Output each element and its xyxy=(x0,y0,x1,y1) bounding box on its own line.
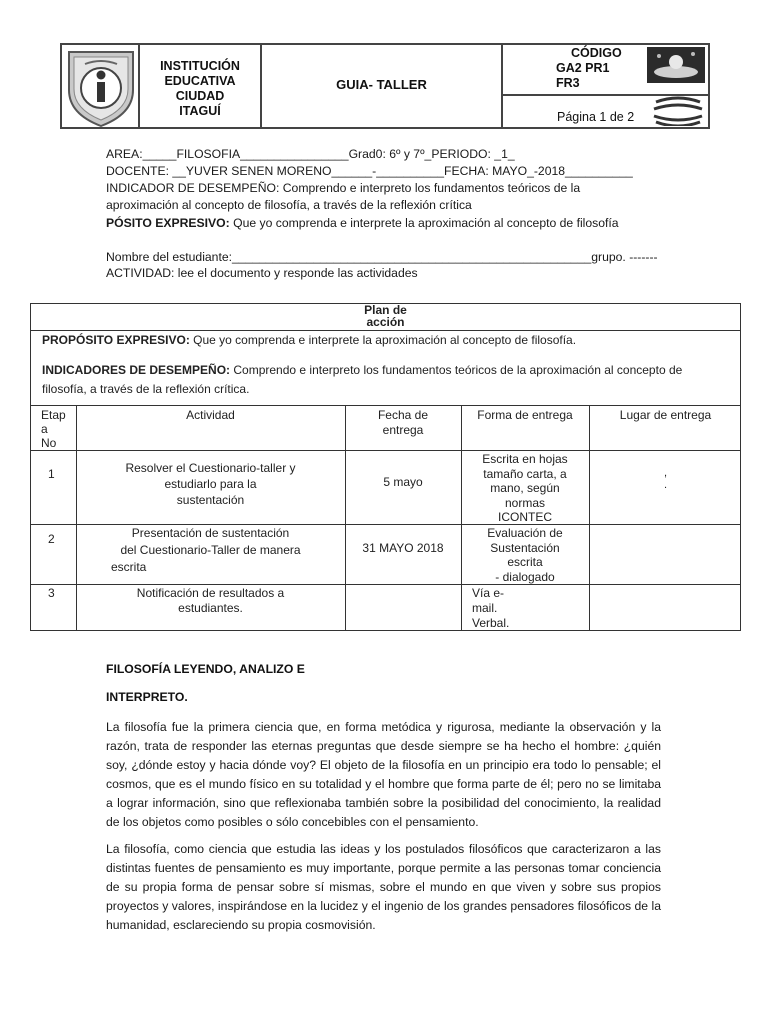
code-value-1: GA2 PR1 xyxy=(556,61,610,75)
proposito-label: PÓSITO EXPRESIVO: xyxy=(106,216,230,230)
plan-title: Plan de acción xyxy=(364,303,407,329)
estudiante-line: Nombre del estudiante:_____________________________________________________grupo. ------- xyxy=(106,250,658,264)
plan-table xyxy=(30,303,741,631)
plan-indicadores: INDICADORES DE DESEMPEÑO: Comprendo e interpreto los fundamentos teóricos de la aproximación al concepto de filosofía, a través de la reflexión crítica. xyxy=(42,363,683,396)
row-2-fecha: 31 MAYO 2018 xyxy=(362,541,444,555)
row-2-etapa: 2 xyxy=(48,532,55,546)
row-1-forma: Escrita en hojas tamaño carta, a mano, según normas ICONTEC xyxy=(482,452,568,524)
plan-proposito: PROPÓSITO EXPRESIVO: Que yo comprenda e interprete la aproximación al concepto de filosofía. xyxy=(42,333,577,347)
row-1-fecha: 5 mayo xyxy=(383,475,423,489)
row-2-forma: Evaluación de Sustentación escrita - dialogado xyxy=(487,526,563,584)
proposito-line xyxy=(106,216,619,230)
code-label: CÓDIGO xyxy=(571,46,622,60)
row-3-forma: Vía e- mail. Verbal. xyxy=(472,586,510,630)
code-value-2: FR3 xyxy=(556,76,580,90)
row-3-actividad: Notificación de resultados a estudiantes. xyxy=(136,586,285,615)
col-header-etapa: Etap a No xyxy=(41,408,66,450)
row-3-etapa: 3 xyxy=(48,586,55,600)
row-1-lugar: , . xyxy=(663,467,668,491)
row-1-etapa: 1 xyxy=(48,467,55,481)
emblem-stripes-icon xyxy=(652,96,704,126)
page-number: Página 1 de 2 xyxy=(557,110,635,124)
logo-cell xyxy=(62,45,140,127)
institution-cell xyxy=(140,45,262,127)
document-title: GUIA- TALLER xyxy=(336,77,427,92)
row-1-actividad: Resolver el Cuestionario-taller y estudiarlo para la sustentación xyxy=(125,461,296,507)
code-block xyxy=(503,45,708,96)
paragraph-2: La filosofía, como ciencia que estudia las ideas y los postulados filosóficos que caracterizaron a las distintas fuentes de pensamiento es muy importante, porque permite a las personas tomar conciencia de su propia forma de pensar sobre sí mismas, sobre el mundo en que viven y sobre sus propios proyectos y valores, inspirándose en la lucidez y el ingenio de los grandes pensadores filosóficos de la humanidad, esclareciendo su propia cosmovisión. xyxy=(106,842,661,932)
actividad-line: ACTIVIDAD: lee el documento y responde las actividades xyxy=(106,266,418,280)
code-cell xyxy=(503,45,708,127)
proposito-text: Que yo comprenda e interprete la aproximación al concepto de filosofía xyxy=(229,216,619,230)
area-line: AREA:_____FILOSOFIA________________Grad0: 6º y 7º_PERIODO: _1_ xyxy=(106,147,515,161)
indicador-line-1: INDICADOR DE DESEMPEÑO: Comprendo e interpreto los fundamentos teóricos de la xyxy=(106,181,581,195)
section-title-line-2: INTERPRETO. xyxy=(106,690,188,704)
col-header-lugar: Lugar de entrega xyxy=(619,408,712,422)
row-2-actividad: Presentación de sustentación del Cuestionario-Taller de manera escrita xyxy=(111,526,301,574)
document-header xyxy=(60,43,710,129)
institution-name: INSTITUCIÓN EDUCATIVA CIUDAD ITAGUÍ xyxy=(160,59,240,118)
col-header-fecha: Fecha de entrega xyxy=(377,408,429,437)
docente-line: DOCENTE: __YUVER SENEN MORENO______-__________FECHA: MAYO_-2018__________ xyxy=(106,164,633,178)
indicador-line-2: aproximación al concepto de filosofía, a través de la reflexión crítica xyxy=(106,198,472,212)
col-header-forma: Forma de entrega xyxy=(477,408,573,422)
emblem-image-icon xyxy=(647,47,705,83)
title-cell xyxy=(262,45,503,127)
section-title-line-1: FILOSOFÍA LEYENDO, ANALIZO E xyxy=(106,662,305,676)
institution-shield-icon xyxy=(63,46,139,128)
col-header-actividad: Actividad xyxy=(186,408,235,422)
paragraph-1: La filosofía fue la primera ciencia que, en forma metódica y rigurosa, mediante la observación y la razón, trata de responder las eternas preguntas que desde siempre se ha hecho el hombre: ¿quién soy, ¿dónde estoy y hacia dónde voy? El objeto de la filosofía en un principio era todo lo pensable; el cosmos, que es el mundo físico en su totalidad y el hombre que forma parte de él; pero no se limitaba a lograr información, sino que reflexionaba también sobre la posibilidad del conocimiento, la realidad de los objetos como posibles o sólo concebibles con el pensamiento. xyxy=(106,720,661,829)
